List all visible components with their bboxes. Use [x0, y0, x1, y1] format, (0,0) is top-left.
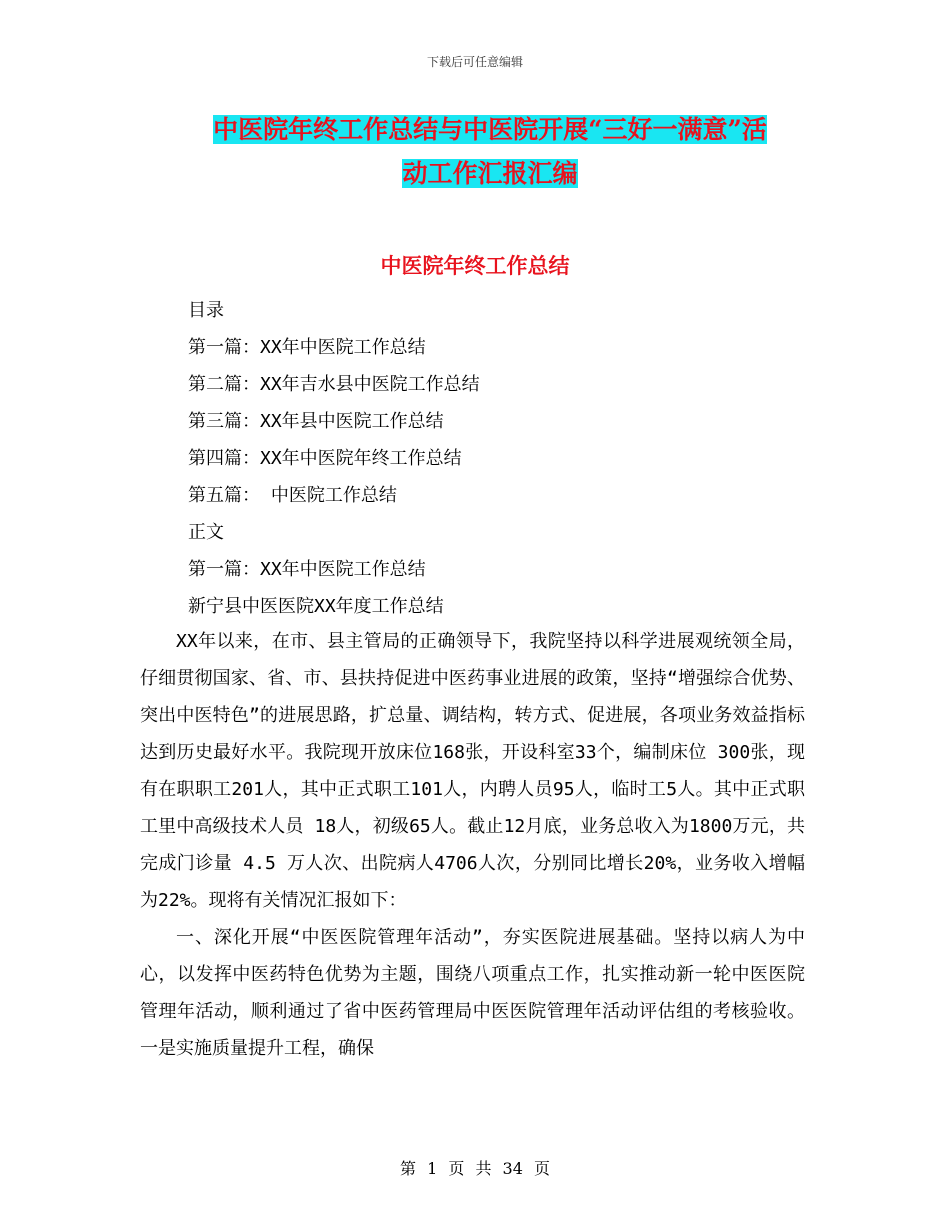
section-title: 中医院年终工作总结 [380, 253, 570, 278]
toc-item: 目录 [188, 300, 224, 321]
toc-item: 第四篇：XX年中医院年终工作总结 [188, 448, 462, 469]
main-title-line-2: 动工作汇报汇编 [402, 159, 578, 188]
toc-item: 第五篇： 中医院工作总结 [188, 485, 397, 506]
main-title [140, 108, 840, 196]
toc-item: 正文 [188, 522, 224, 543]
paragraph: 一、深化开展“中医医院管理年活动”，夯实医院进展基础。坚持以病人为中心，以发挥中医药特色优势为主题，围绕八项重点工作，扎实推动新一轮中医医院管理年活动，顺利通过了省中医药管理局中医医院管理年活动评估组的考核验收。一是实施质量提升工程，确保 [140, 927, 805, 1059]
toc-item: 第一篇：XX年中医院工作总结 [188, 559, 426, 580]
toc-item: 第三篇：XX年县中医院工作总结 [188, 411, 444, 432]
toc-item: 第一篇：XX年中医院工作总结 [188, 337, 426, 358]
toc-item: 第二篇：XX年吉水县中医院工作总结 [188, 374, 480, 395]
table-of-contents [188, 292, 480, 625]
body-text [140, 623, 805, 1067]
toc-item: 新宁县中医医院XX年度工作总结 [188, 596, 444, 617]
header-note: 下载后可任意编辑 [426, 55, 523, 69]
main-title-line-1: 中医院年终工作总结与中医院开展“三好一满意”活 [213, 115, 767, 144]
page-footer: 第 1 页 共 34 页 [400, 1159, 550, 1178]
paragraph: XX年以来，在市、县主管局的正确领导下，我院坚持以科学进展观统领全局，仔细贯彻国家、省、市、县扶持促进中医药事业进展的政策，坚持“增强综合优势、突出中医特色”的进展思路，扩总量、调结构，转方式、促进展，各项业务效益指标达到历史最好水平。我院现开放床位168张，开设科室33个，编制床位 300张，现有在职职工201人，其中正式职工101人，内聘人员95人，临时工5人。其中正式职工里中高级技术人员 18人，初级65人。截止12月底，业务总收入为1800万元，共完成门诊量 4.5 万人次、出院病人4706人次，分别同比增长20%，业务收入增幅为22%。现将有关情况汇报如下： [140, 631, 805, 911]
